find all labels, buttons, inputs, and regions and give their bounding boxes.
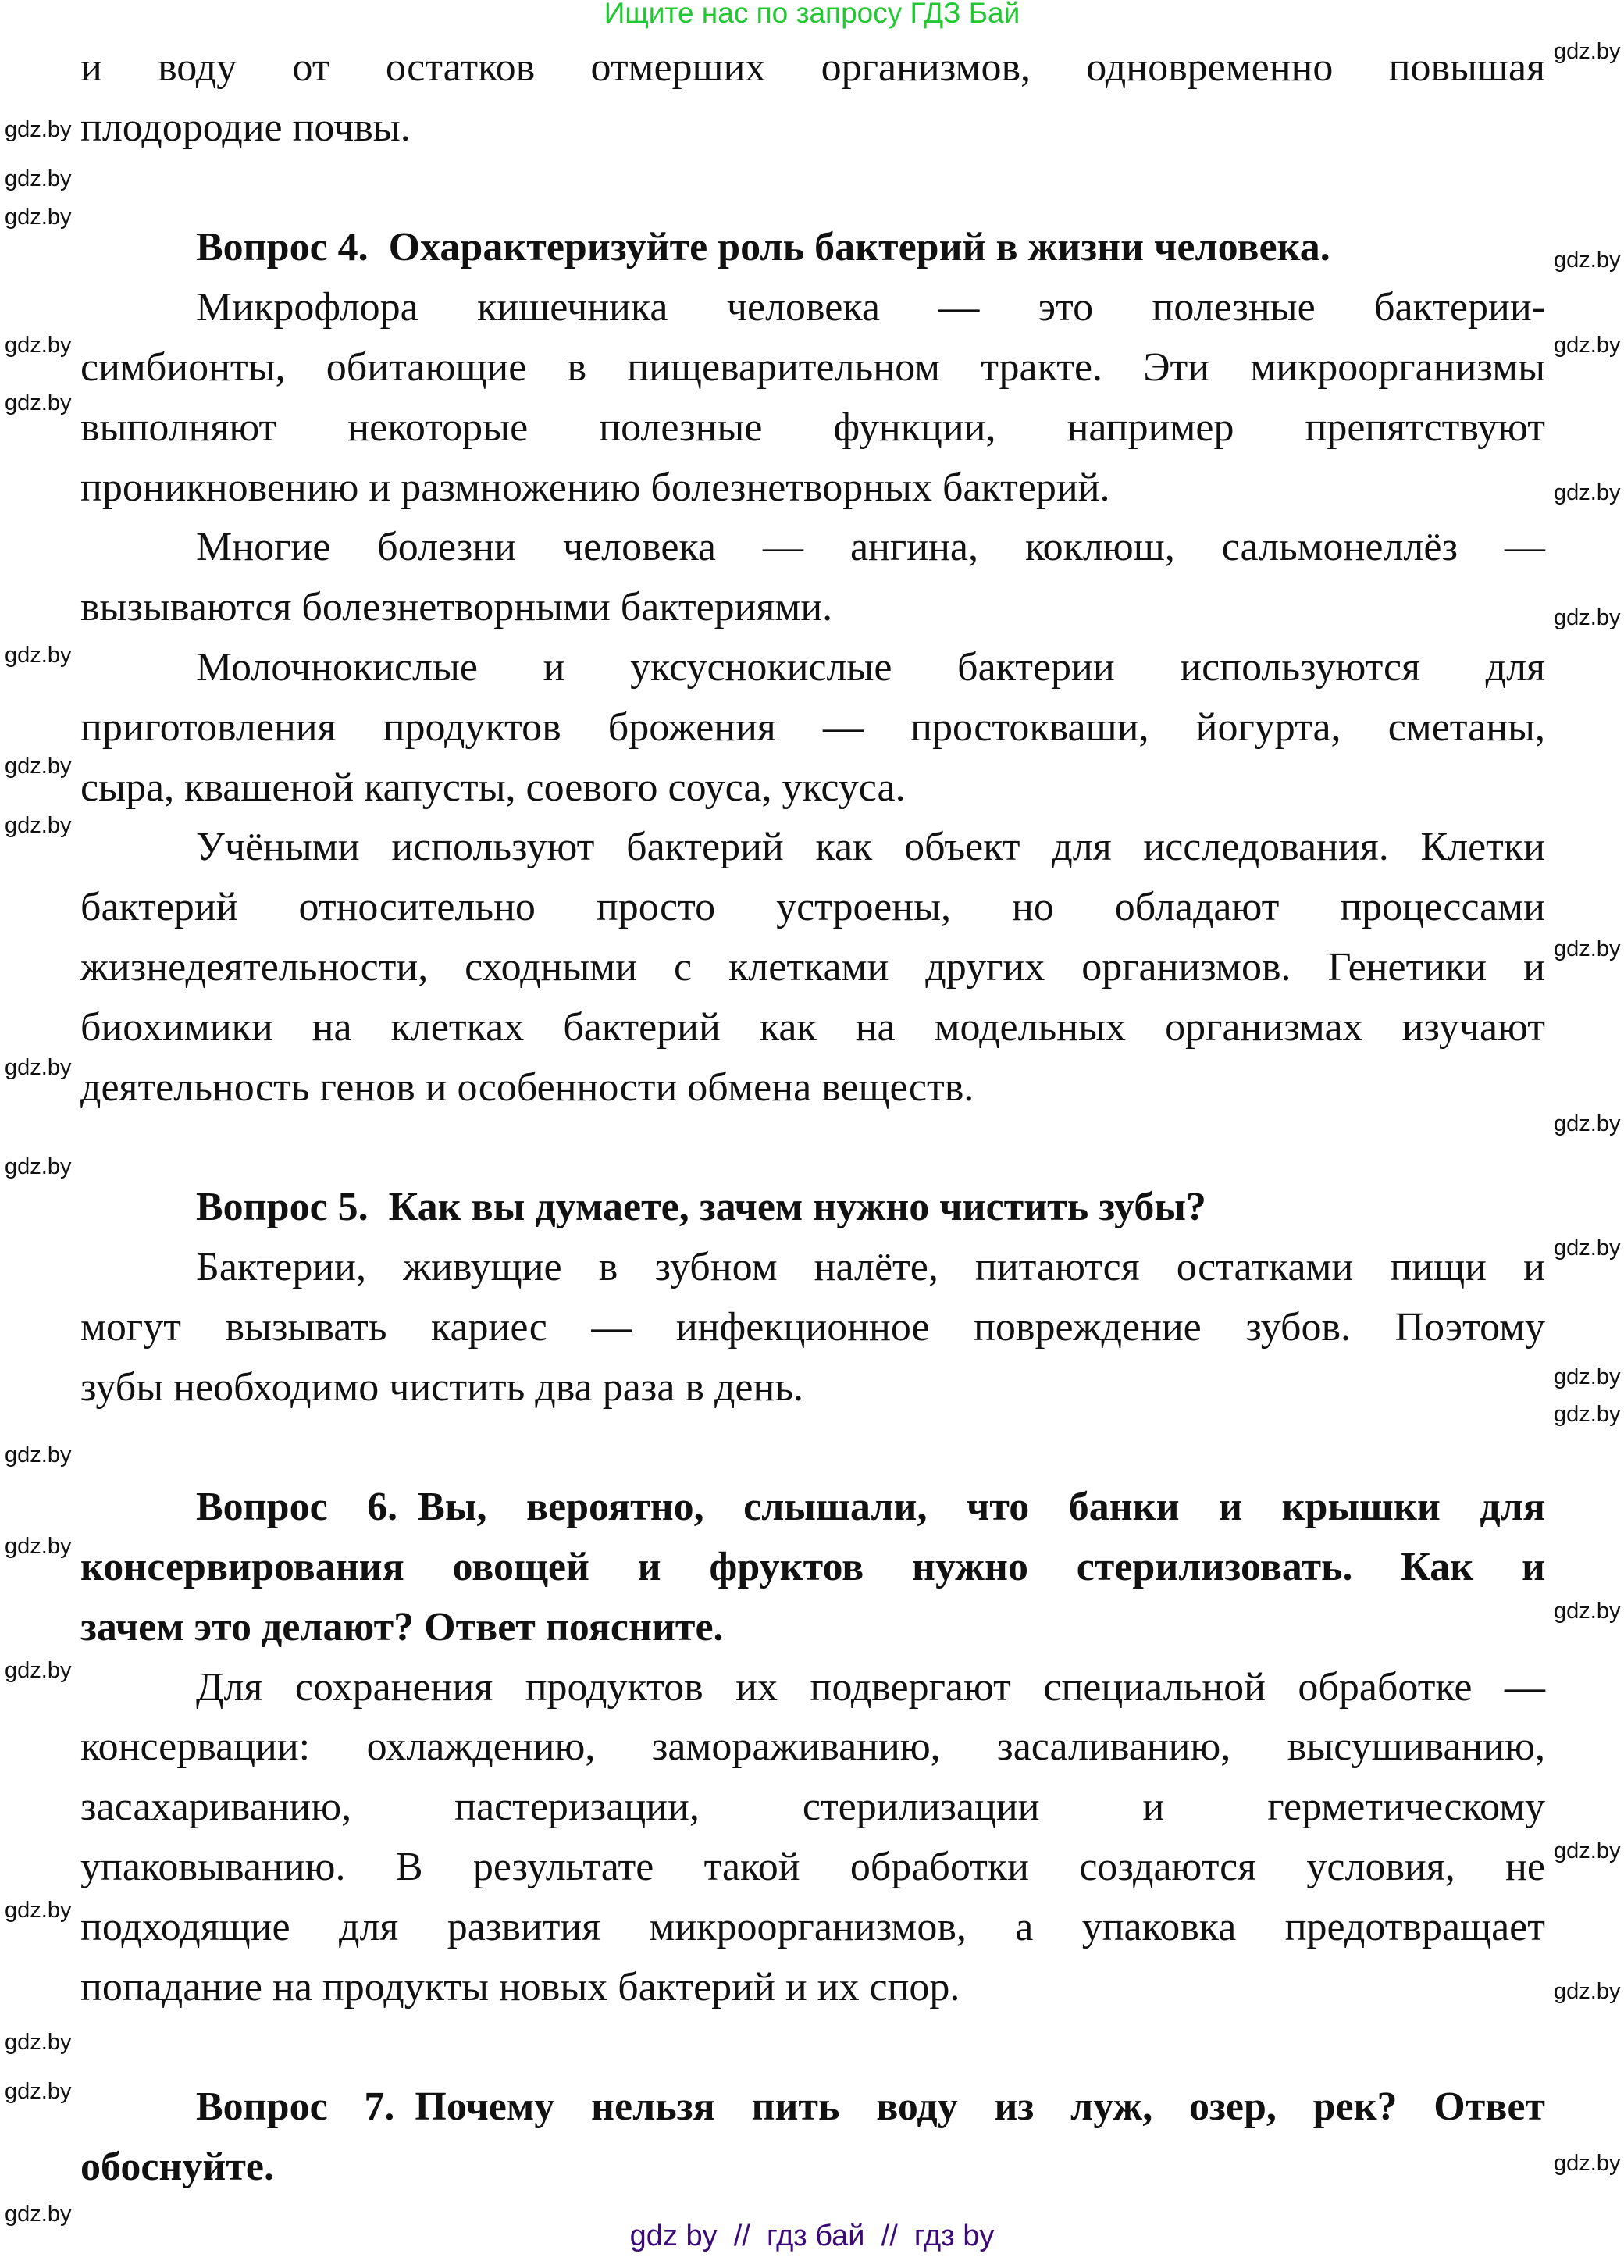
line-text: выполняют некоторые полезные функции, например препятствуют bbox=[80, 405, 1545, 450]
line-text: Учёными используют бактерий как объект для исследования. Клетки bbox=[196, 825, 1545, 870]
line-text: плодородие почвы. bbox=[80, 105, 411, 150]
paragraph-line bbox=[80, 38, 1545, 98]
line-text: зубы необходимо чистить два раза в день. bbox=[80, 1364, 804, 1410]
watermark: gdz.by bbox=[1554, 1111, 1621, 1136]
line-text: сыра, квашеной капусты, соевого соуса, уксуса. bbox=[80, 765, 906, 810]
watermark: gdz.by bbox=[5, 333, 72, 358]
watermark: gdz.by bbox=[1554, 1236, 1621, 1261]
line-text: могут вызывать кариес — инфекционное повреждение зубов. Поэтому bbox=[80, 1304, 1545, 1350]
watermark: gdz.by bbox=[5, 643, 72, 668]
paragraph-line bbox=[80, 818, 1545, 878]
paragraph-line bbox=[80, 938, 1545, 998]
watermark: gdz.by bbox=[5, 1534, 72, 1559]
line-text: приготовления продуктов брожения — простокваши, йогурта, сметаны, bbox=[80, 704, 1545, 750]
watermark: gdz.by bbox=[1554, 1364, 1621, 1389]
watermark: gdz.by bbox=[1554, 333, 1621, 358]
paragraph-line bbox=[80, 518, 1545, 578]
watermark: gdz.by bbox=[5, 2079, 72, 2104]
paragraph-line bbox=[80, 338, 1545, 398]
watermark: gdz.by bbox=[1554, 1402, 1621, 1427]
watermark: gdz.by bbox=[5, 2030, 72, 2055]
blank-line bbox=[80, 1118, 1545, 1178]
line-text: Почему нельзя пить воду из луж, озер, рек? Ответ bbox=[415, 2084, 1545, 2130]
paragraph-line bbox=[80, 578, 1545, 638]
line-text: упаковыванию. В результате такой обработки создаются условия, не bbox=[80, 1844, 1545, 1889]
line-text: консервирования овощей и фруктов нужно стерилизовать. Как и bbox=[80, 1544, 1545, 1589]
line-text: Бактерии, живущие в зубном налёте, питаются остатками пищи и bbox=[196, 1244, 1545, 1289]
paragraph-line bbox=[80, 1058, 1545, 1118]
line-text: попадание на продукты новых бактерий и их спор. bbox=[80, 1964, 960, 2009]
line-text: зачем это делают? Ответ поясните. bbox=[80, 1604, 724, 1649]
line-text: Как вы думаете, зачем нужно чистить зубы? bbox=[388, 1185, 1206, 1230]
watermark: gdz.by bbox=[1554, 1838, 1621, 1863]
line-text: Многие болезни человека — ангина, коклюш, сальмонеллёз — bbox=[196, 525, 1545, 570]
paragraph-line bbox=[80, 878, 1545, 938]
question-line bbox=[80, 1598, 1545, 1658]
watermark: gdz.by bbox=[5, 813, 72, 838]
paragraph-line bbox=[80, 1898, 1545, 1958]
line-text: Охарактеризуйте роль бактерий в жизни человека. bbox=[388, 225, 1330, 270]
watermark: gdz.by bbox=[5, 166, 72, 191]
line-text: проникновению и размножению болезнетворных бактерий. bbox=[80, 465, 1110, 510]
paragraph-line bbox=[80, 98, 1545, 159]
watermark: gdz.by bbox=[5, 205, 72, 230]
question-label: Вопрос 6. bbox=[196, 1485, 398, 1530]
blank-line bbox=[80, 159, 1545, 219]
watermark: gdz.by bbox=[1554, 39, 1621, 64]
paragraph-line bbox=[80, 1778, 1545, 1838]
paragraph-line bbox=[80, 278, 1545, 338]
watermark: gdz.by bbox=[5, 754, 72, 779]
line-text: и воду от остатков отмерших организмов, одновременно повышая bbox=[80, 45, 1545, 90]
line-text: Для сохранения продуктов их подвергают специальной обработке — bbox=[196, 1664, 1545, 1710]
watermark: gdz.by bbox=[5, 2202, 72, 2227]
line-text: вызываются болезнетворными бактериями. bbox=[80, 585, 833, 630]
watermark: gdz.by bbox=[1554, 605, 1621, 630]
search-banner: Ищите нас по запросу ГДЗ Бай bbox=[604, 0, 1020, 29]
watermark: gdz.by bbox=[5, 1898, 72, 1923]
watermark: gdz.by bbox=[5, 1055, 72, 1080]
paragraph-line bbox=[80, 1298, 1545, 1358]
question-line bbox=[80, 2138, 1545, 2198]
line-text: засахариванию, пастеризации, стерилизации и герметическому bbox=[80, 1785, 1545, 1830]
question-line bbox=[80, 1178, 1545, 1238]
paragraph-line bbox=[80, 758, 1545, 818]
question-line bbox=[80, 2077, 1545, 2138]
watermark: gdz.by bbox=[5, 1442, 72, 1467]
watermark: gdz.by bbox=[1554, 480, 1621, 505]
line-text: обоснуйте. bbox=[80, 2144, 274, 2189]
paragraph-line bbox=[80, 698, 1545, 758]
watermark: gdz.by bbox=[1554, 936, 1621, 961]
watermark: gdz.by bbox=[5, 117, 72, 142]
line-text: биохимики на клетках бактерий как на модельных организмах изучают bbox=[80, 1004, 1545, 1050]
question-line bbox=[80, 1538, 1545, 1598]
line-text: Микрофлора кишечника человека — это полезные бактерии- bbox=[196, 285, 1545, 330]
watermark: gdz.by bbox=[5, 1658, 72, 1683]
paragraph-line bbox=[80, 1838, 1545, 1898]
footer-links[interactable]: gdz by // гдз бай // гдз by bbox=[629, 2220, 995, 2252]
question-label: Вопрос 5. bbox=[196, 1185, 369, 1230]
line-text: жизнедеятельности, сходными с клетками других организмов. Генетики и bbox=[80, 944, 1545, 990]
question-label: Вопрос 4. bbox=[196, 225, 369, 270]
line-text: Молочнокислые и уксуснокислые бактерии используются для bbox=[196, 644, 1545, 690]
question-line bbox=[80, 218, 1545, 278]
watermark: gdz.by bbox=[5, 1154, 72, 1179]
line-text: консервации: охлаждению, замораживанию, засаливанию, высушиванию, bbox=[80, 1724, 1545, 1770]
paragraph-line bbox=[80, 998, 1545, 1058]
paragraph-line bbox=[80, 398, 1545, 458]
paragraph-line bbox=[80, 1717, 1545, 1778]
line-text: Вы, вероятно, слышали, что банки и крышки для bbox=[418, 1485, 1545, 1530]
watermark: gdz.by bbox=[5, 390, 72, 415]
line-text: симбионты, обитающие в пищеварительном тракте. Эти микроорганизмы bbox=[80, 344, 1545, 390]
paragraph-line bbox=[80, 458, 1545, 519]
blank-line bbox=[80, 1418, 1545, 1478]
line-text: бактерий относительно просто устроены, но обладают процессами bbox=[80, 885, 1545, 930]
paragraph-line bbox=[80, 1358, 1545, 1418]
paragraph-line bbox=[80, 1238, 1545, 1298]
question-label: Вопрос 7. bbox=[196, 2084, 395, 2130]
line-text: деятельность генов и особенности обмена веществ. bbox=[80, 1064, 974, 1110]
watermark: gdz.by bbox=[1554, 1599, 1621, 1624]
line-text: подходящие для развития микроорганизмов, а упаковка предотвращает bbox=[80, 1904, 1545, 1949]
question-line bbox=[80, 1478, 1545, 1538]
watermark: gdz.by bbox=[1554, 1979, 1621, 2004]
blank-line bbox=[80, 2017, 1545, 2077]
document-body bbox=[80, 38, 1545, 2198]
paragraph-line bbox=[80, 1958, 1545, 2018]
watermark: gdz.by bbox=[1554, 248, 1621, 273]
paragraph-line bbox=[80, 1658, 1545, 1718]
paragraph-line bbox=[80, 638, 1545, 698]
watermark: gdz.by bbox=[1554, 2151, 1621, 2176]
